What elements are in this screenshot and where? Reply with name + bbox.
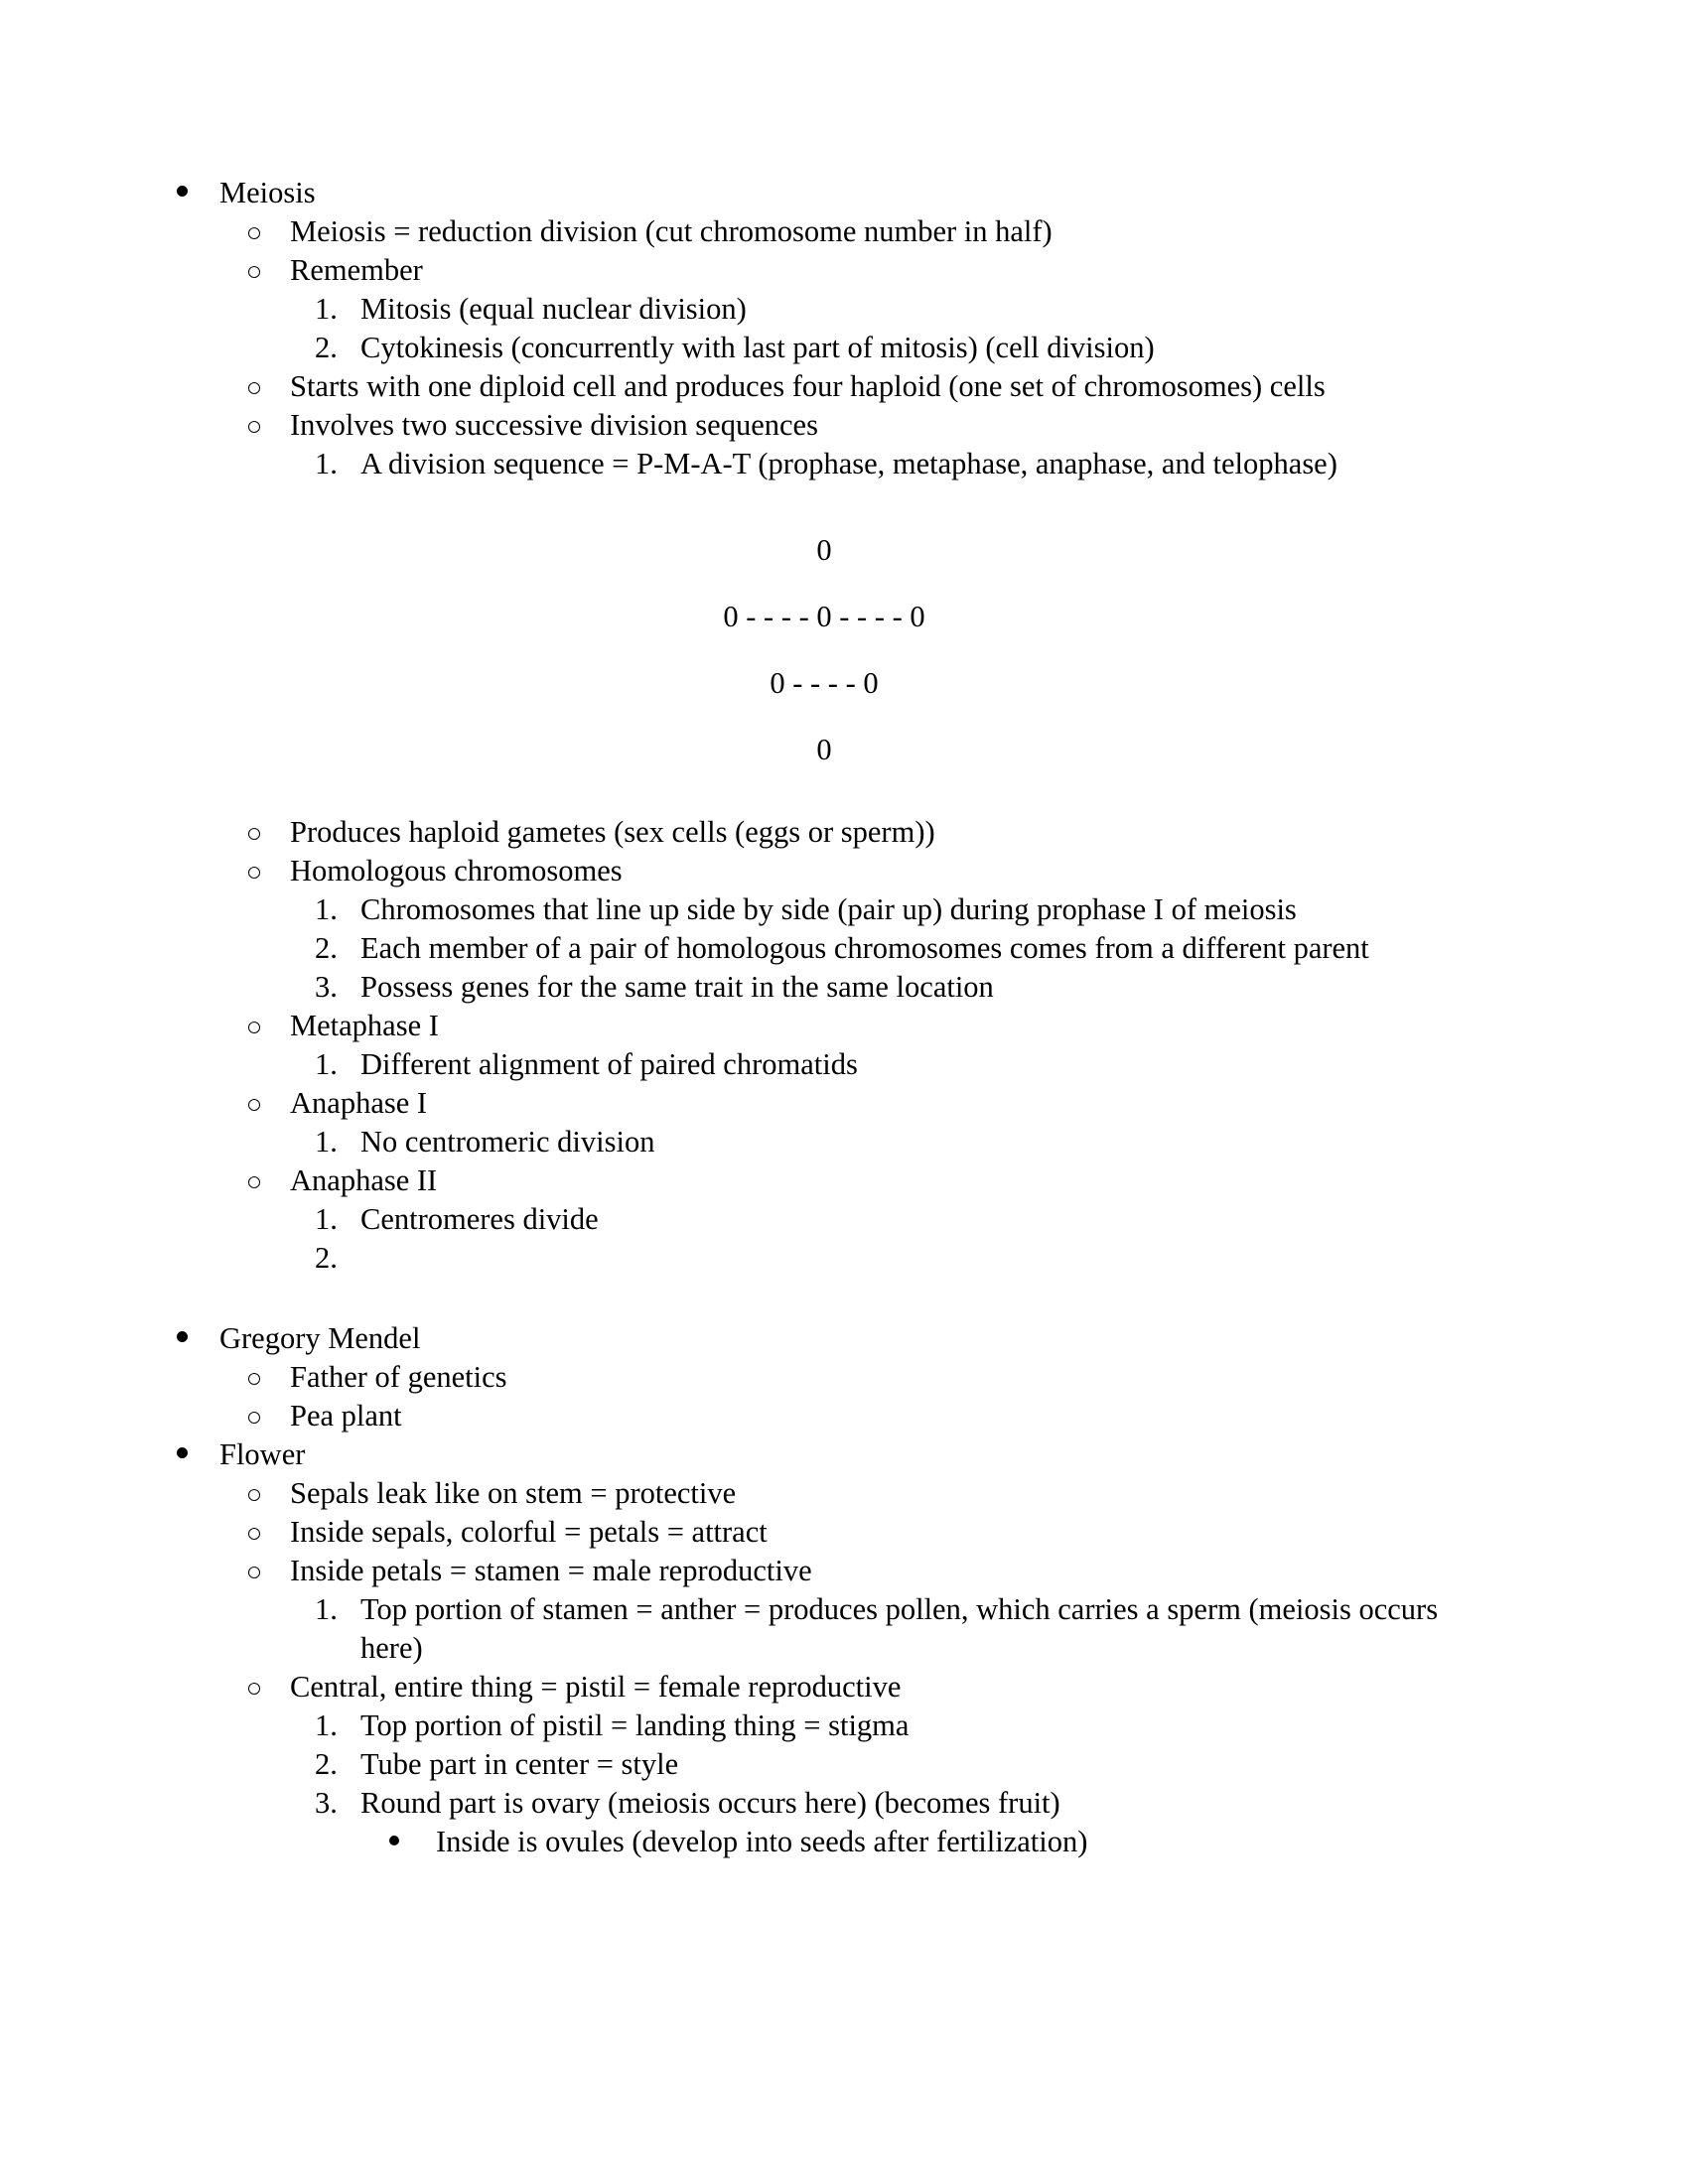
outline-item-label: No centromeric division <box>360 1125 655 1159</box>
outline-item-father-of-genetics <box>248 1358 1479 1397</box>
outline-item-label: Metaphase I <box>290 1009 439 1042</box>
outline-item-sepals <box>248 1474 1479 1513</box>
outline-item-centromeres-divide <box>315 1200 1479 1239</box>
outline-item-gregory-mendel <box>177 1319 1479 1358</box>
outline-item-two-successive-divisions <box>248 406 1479 445</box>
outline-item-different-alignment <box>315 1045 1479 1084</box>
outline-item-label: Tube part in center = style <box>360 1747 679 1781</box>
outline-item-stigma <box>315 1706 1479 1745</box>
hollow-bullet-icon <box>248 1397 290 1435</box>
hollow-bullet-icon <box>248 813 290 852</box>
list-number: 1. <box>315 892 338 926</box>
list-number: 3. <box>315 970 338 1004</box>
outline-item-label: Remember <box>290 253 423 287</box>
list-number: 1. <box>315 1202 338 1236</box>
diagram-row: 0 <box>816 533 832 567</box>
outline-item-remember <box>248 251 1479 290</box>
outline-item-haploid-gametes <box>248 813 1479 852</box>
outline-item-label: Inside is ovules (develop into seeds after fertilization) <box>436 1825 1088 1858</box>
bullet-icon <box>389 1823 436 1861</box>
outline-item-pea-plant <box>248 1397 1479 1435</box>
bullet-icon <box>177 1319 219 1358</box>
diagram-row: 0 <box>816 733 832 766</box>
list-number: 1. <box>315 447 338 480</box>
diagram-row: 0 - - - - 0 - - - - 0 <box>723 600 925 633</box>
list-number: 1. <box>315 292 338 326</box>
outline-item-label: Anaphase II <box>290 1163 438 1197</box>
outline-item-ovules <box>389 1823 1479 1861</box>
outline-item-label: Possess genes for the same trait in the same location <box>360 970 994 1004</box>
outline-item-label: Meiosis = reduction division (cut chromosome number in half) <box>290 214 1053 248</box>
outline-item-style <box>315 1745 1479 1784</box>
outline-item-label: Homologous chromosomes <box>290 854 623 887</box>
outline-item-label: Inside sepals, colorful = petals = attract <box>290 1515 768 1549</box>
outline-item-starts-with-diploid <box>248 367 1479 406</box>
outline-item-homologous-chromosomes <box>248 852 1479 890</box>
outline-item-label: Cytokinesis (concurrently with last part of mitosis) (cell division) <box>360 331 1155 364</box>
paragraph-spacer <box>169 1278 1479 1319</box>
outline-item-meiosis <box>177 174 1479 212</box>
outline-item-anaphase-1 <box>248 1084 1479 1123</box>
meiosis-division-diagram <box>169 517 1479 783</box>
outline-item-label: Sepals leak like on stem = protective <box>290 1476 737 1510</box>
outline-item-label: Flower <box>219 1437 306 1471</box>
outline-item-no-centromeric-division <box>315 1123 1479 1161</box>
outline-item-label: Round part is ovary (meiosis occurs here) (becomes fruit) <box>360 1786 1060 1820</box>
outline-item-label: A division sequence = P-M-A-T (prophase, metaphase, anaphase, and telophase) <box>360 447 1337 480</box>
outline-item-label: Starts with one diploid cell and produces four haploid (one set of chromosomes) cells <box>290 369 1326 403</box>
outline-item-label: Different alignment of paired chromatids <box>360 1047 858 1081</box>
list-number: 1. <box>315 1125 338 1159</box>
outline-item-label: Chromosomes that line up side by side (pair up) during prophase I of meiosis <box>360 892 1297 926</box>
hollow-bullet-icon <box>248 212 290 251</box>
outline-item-label: Inside petals = stamen = male reproductive <box>290 1554 812 1587</box>
outline-item-label: Gregory Mendel <box>219 1321 421 1355</box>
outline-item-label: Top portion of stamen = anther = produces pollen, which carries a sperm (meiosis occurs here) <box>360 1592 1439 1665</box>
outline-item-metaphase-1 <box>248 1007 1479 1045</box>
hollow-bullet-icon <box>248 1552 290 1590</box>
outline-item-label: Top portion of pistil = landing thing = stigma <box>360 1708 910 1742</box>
outline-item-label: Produces haploid gametes (sex cells (eggs or sperm)) <box>290 815 935 849</box>
hollow-bullet-icon <box>248 1007 290 1045</box>
list-number: 2. <box>315 1747 338 1781</box>
outline-item-empty-entry <box>315 1239 1479 1278</box>
list-number: 1. <box>315 1047 338 1081</box>
bullet-icon <box>177 1435 219 1474</box>
hollow-bullet-icon <box>248 1513 290 1552</box>
hollow-bullet-icon <box>248 367 290 406</box>
outline-item-label: Father of genetics <box>290 1360 507 1394</box>
outline-item-mitosis <box>315 290 1479 329</box>
outline-item-pistil <box>248 1668 1479 1706</box>
outline-item-each-member-pair <box>315 929 1479 968</box>
outline-item-label: Pea plant <box>290 1399 402 1433</box>
outline-item-chromosomes-line-up <box>315 890 1479 929</box>
outline-item-label: Each member of a pair of homologous chromosomes comes from a different parent <box>360 931 1369 965</box>
outline-item-flower <box>177 1435 1479 1474</box>
hollow-bullet-icon <box>248 1358 290 1397</box>
list-number: 1. <box>315 1592 338 1626</box>
hollow-bullet-icon <box>248 1161 290 1200</box>
bullet-icon <box>177 174 219 212</box>
outline-item-possess-genes <box>315 968 1479 1007</box>
list-number: 1. <box>315 1708 338 1742</box>
outline-item-pmat <box>315 445 1479 483</box>
outline-body <box>169 174 1479 1861</box>
outline-item-meiosis-definition <box>248 212 1479 251</box>
hollow-bullet-icon <box>248 1474 290 1513</box>
outline-item-anaphase-2 <box>248 1161 1479 1200</box>
outline-item-label: Mitosis (equal nuclear division) <box>360 292 747 326</box>
outline-item-label: Anaphase I <box>290 1086 428 1120</box>
outline-item-petals <box>248 1513 1479 1552</box>
list-number: 2. <box>315 331 338 364</box>
hollow-bullet-icon <box>248 1668 290 1706</box>
outline-item-cytokinesis <box>315 329 1479 367</box>
list-number: 2. <box>315 931 338 965</box>
hollow-bullet-icon <box>248 852 290 890</box>
hollow-bullet-icon <box>248 1084 290 1123</box>
diagram-row: 0 - - - - 0 <box>770 666 879 700</box>
list-number: 2. <box>315 1241 338 1275</box>
outline-item-ovary <box>315 1784 1479 1823</box>
outline-item-label: Meiosis <box>219 176 316 209</box>
hollow-bullet-icon <box>248 251 290 290</box>
outline-item-label: Involves two successive division sequences <box>290 408 818 442</box>
outline-item-stamen <box>248 1552 1479 1590</box>
outline-item-label: Central, entire thing = pistil = female reproductive <box>290 1670 902 1704</box>
hollow-bullet-icon <box>248 406 290 445</box>
list-number: 3. <box>315 1786 338 1820</box>
outline-item-anther <box>315 1590 1479 1668</box>
outline-item-label: Centromeres divide <box>360 1202 599 1236</box>
